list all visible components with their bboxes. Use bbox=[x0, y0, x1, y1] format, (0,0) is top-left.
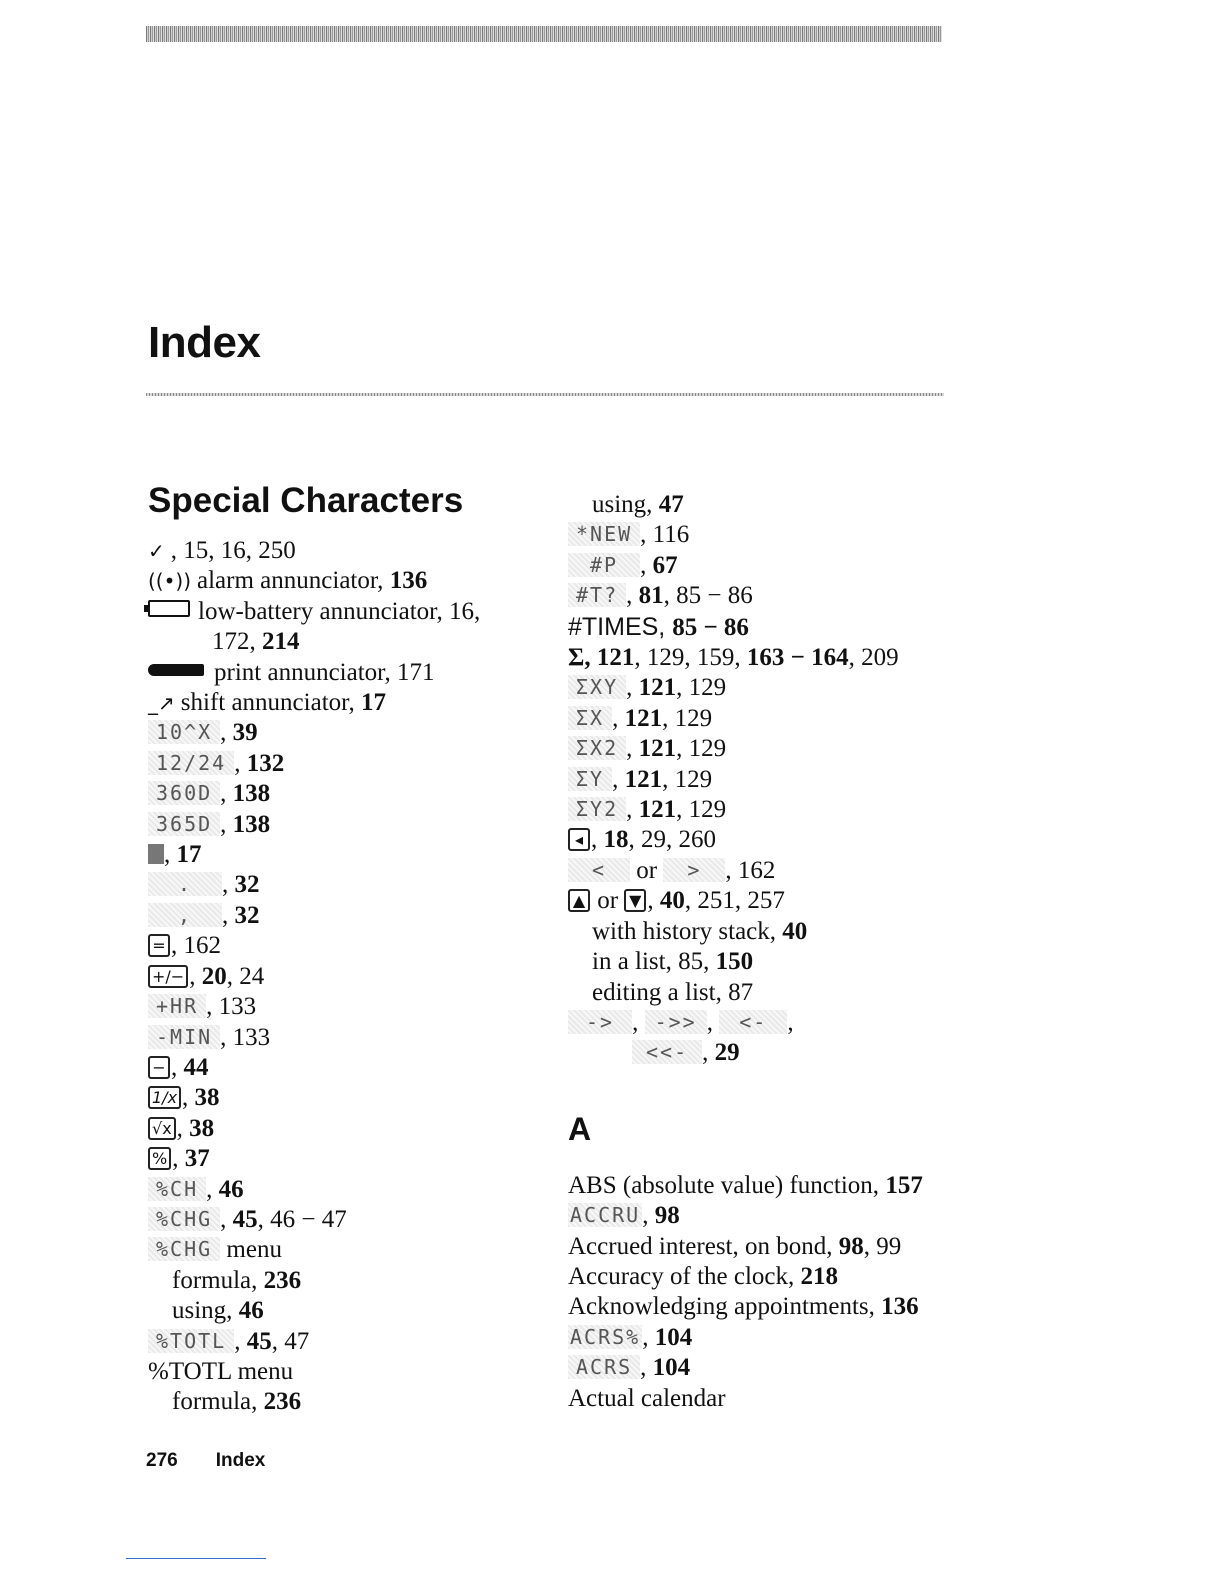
index-entry: 1/x , 38 bbox=[148, 1083, 528, 1113]
index-column-left bbox=[148, 478, 528, 1418]
index-entry: 10^X , 39 bbox=[148, 718, 528, 748]
menu-label: 12/24 bbox=[148, 751, 234, 775]
index-entry: ▲ or ▼ , 40, 251, 257 bbox=[568, 886, 968, 916]
menu-label: ΣX bbox=[568, 706, 612, 730]
menu-label: 365D bbox=[148, 812, 220, 836]
index-entry: ACCRU, 98 bbox=[570, 1202, 680, 1230]
battery-icon bbox=[148, 600, 190, 617]
page-number: 276 bbox=[146, 1450, 178, 1471]
alarm-icon: ((•)) bbox=[148, 569, 192, 594]
index-subentry: using, 46 bbox=[172, 1297, 264, 1325]
index-entry: ((•)) alarm annunciator, 136 bbox=[148, 567, 428, 595]
key-backspace: ◂ bbox=[568, 828, 590, 851]
menu-label: 360D bbox=[148, 781, 220, 805]
menu-label: ΣXY bbox=[568, 675, 626, 699]
index-entry: ACRS , 104 bbox=[568, 1353, 968, 1383]
index-column-right bbox=[568, 490, 968, 1414]
index-entry: 12/24 , 132 bbox=[148, 749, 528, 779]
index-entry: , , 32 bbox=[148, 901, 528, 931]
index-entry: Accrued interest, on bond, 98, 99 bbox=[568, 1232, 902, 1260]
index-entry: #TIMES, 85 − 86 bbox=[568, 612, 749, 641]
menu-label: , bbox=[148, 903, 222, 927]
menu-label: ACRS% bbox=[570, 1324, 641, 1349]
index-entry: , 17 bbox=[148, 840, 528, 870]
index-entry: . , 32 bbox=[148, 870, 528, 900]
index-entry: ΣXY , 121, 129 bbox=[568, 673, 968, 703]
key-square-root: √x bbox=[148, 1117, 176, 1140]
index-entry: ABS (absolute value) function, 157 bbox=[568, 1171, 923, 1199]
printer-icon bbox=[148, 664, 204, 676]
menu-label: < bbox=[568, 858, 630, 882]
index-subentry: using, 47 bbox=[592, 491, 684, 518]
menu-label: -> bbox=[568, 1010, 632, 1034]
menu-label: +HR bbox=[148, 994, 206, 1018]
shift-arrow-icon: _↗ bbox=[148, 691, 175, 716]
index-entry: 365D , 138 bbox=[148, 810, 528, 840]
index-entry-continued: 172, 214 bbox=[212, 628, 300, 656]
index-subentry: in a list, 85, 150 bbox=[592, 948, 754, 976]
index-entry: low-battery annunciator, 16, bbox=[148, 597, 528, 627]
index-entry: % , 37 bbox=[148, 1144, 528, 1174]
title-rule bbox=[146, 393, 944, 396]
index-entry-continued: <<- , 29 bbox=[568, 1038, 968, 1068]
index-entry: Acknowledging appointments, 136 bbox=[568, 1293, 919, 1321]
index-entry: ΣX , 121, 129 bbox=[568, 704, 968, 734]
index-entry: print annunciator, 171 bbox=[148, 658, 528, 688]
menu-label: -MIN bbox=[148, 1025, 220, 1049]
index-entry: − , 44 bbox=[148, 1053, 528, 1083]
index-entry: 360D , 138 bbox=[148, 779, 528, 809]
index-entry: = , 162 bbox=[148, 931, 528, 961]
bottom-divider bbox=[126, 1558, 266, 1559]
section-heading: Special Characters bbox=[148, 481, 464, 520]
menu-label: #P bbox=[568, 553, 640, 577]
menu-label: <- bbox=[719, 1010, 787, 1034]
index-entry: +HR , 133 bbox=[148, 992, 528, 1022]
index-entry: Actual calendar bbox=[568, 1384, 726, 1412]
index-entry: < or > , 162 bbox=[568, 856, 968, 886]
menu-label: %CHG bbox=[148, 1207, 220, 1231]
menu-label: > bbox=[663, 858, 725, 882]
index-entry: ΣY2 , 121, 129 bbox=[568, 795, 968, 825]
index-entry: Accuracy of the clock, 218 bbox=[568, 1262, 839, 1290]
menu-label: ACRS bbox=[568, 1355, 640, 1379]
index-entry: ◂ , 18, 29, 260 bbox=[568, 825, 968, 855]
key-percent: % bbox=[148, 1147, 171, 1170]
key-down-arrow: ▼ bbox=[624, 889, 646, 912]
index-entry: %TOTL , 45, 47 bbox=[148, 1327, 528, 1357]
index-entry: _↗ shift annunciator, 17 bbox=[148, 689, 386, 717]
menu-label: <<- bbox=[632, 1040, 702, 1064]
menu-label: *NEW bbox=[568, 522, 640, 546]
index-entry: -MIN , 133 bbox=[148, 1023, 528, 1053]
letter-heading-a: A bbox=[568, 1110, 592, 1147]
menu-label: 10^X bbox=[148, 720, 220, 744]
index-entry: Σ, 121, 129, 159, 163 − 164, 209 bbox=[568, 644, 899, 672]
menu-label: ACCRU bbox=[570, 1203, 641, 1228]
index-entry: %CH , 46 bbox=[148, 1175, 528, 1205]
index-entry: %CHG , 45, 46 − 47 bbox=[148, 1205, 528, 1235]
key-minus: − bbox=[148, 1056, 170, 1079]
index-entry: +/− , 20, 24 bbox=[148, 962, 528, 992]
index-entry: √x , 38 bbox=[148, 1114, 528, 1144]
checkmark-icon: ✓ bbox=[148, 539, 165, 563]
index-entry: %CHG menu bbox=[148, 1235, 528, 1265]
key-plus-minus: +/− bbox=[148, 965, 188, 988]
index-subentry: formula, 236 bbox=[172, 1388, 302, 1416]
menu-label: ΣY bbox=[568, 767, 612, 791]
index-entry: %TOTL menu bbox=[148, 1357, 294, 1385]
index-entry: ΣX2 , 121, 129 bbox=[568, 734, 968, 764]
menu-label: %CHG bbox=[148, 1237, 220, 1261]
menu-label: . bbox=[148, 872, 222, 896]
menu-label: %CH bbox=[148, 1177, 206, 1201]
shift-key-icon bbox=[148, 844, 164, 864]
menu-label: ΣX2 bbox=[568, 736, 626, 760]
index-entry: *NEW , 116 bbox=[568, 520, 968, 550]
page-footer bbox=[146, 1450, 303, 1472]
key-equals: = bbox=[148, 934, 170, 957]
key-reciprocal: 1/x bbox=[148, 1086, 181, 1109]
page-title: Index bbox=[148, 318, 261, 367]
menu-label: %TOTL bbox=[148, 1329, 234, 1353]
menu-label: ΣY2 bbox=[568, 797, 626, 821]
index-entry: #T? , 81, 85 − 86 bbox=[568, 581, 968, 611]
index-entry: ✓ , 15, 16, 250 bbox=[148, 537, 296, 564]
index-entry: -> , ->> , <- , bbox=[568, 1008, 968, 1038]
footer-label: Index bbox=[215, 1450, 266, 1471]
menu-label: #T? bbox=[568, 583, 626, 607]
top-decorative-bar bbox=[146, 26, 942, 42]
index-entry: #P , 67 bbox=[568, 551, 968, 581]
key-up-arrow: ▲ bbox=[568, 889, 590, 912]
index-subentry: with history stack, 40 bbox=[592, 917, 808, 945]
index-entry: ACRS%, 104 bbox=[570, 1323, 693, 1351]
index-entry: ΣY , 121, 129 bbox=[568, 765, 968, 795]
menu-label: ->> bbox=[645, 1010, 707, 1034]
index-subentry: formula, 236 bbox=[172, 1266, 302, 1294]
index-subentry: editing a list, 87 bbox=[592, 978, 754, 1006]
